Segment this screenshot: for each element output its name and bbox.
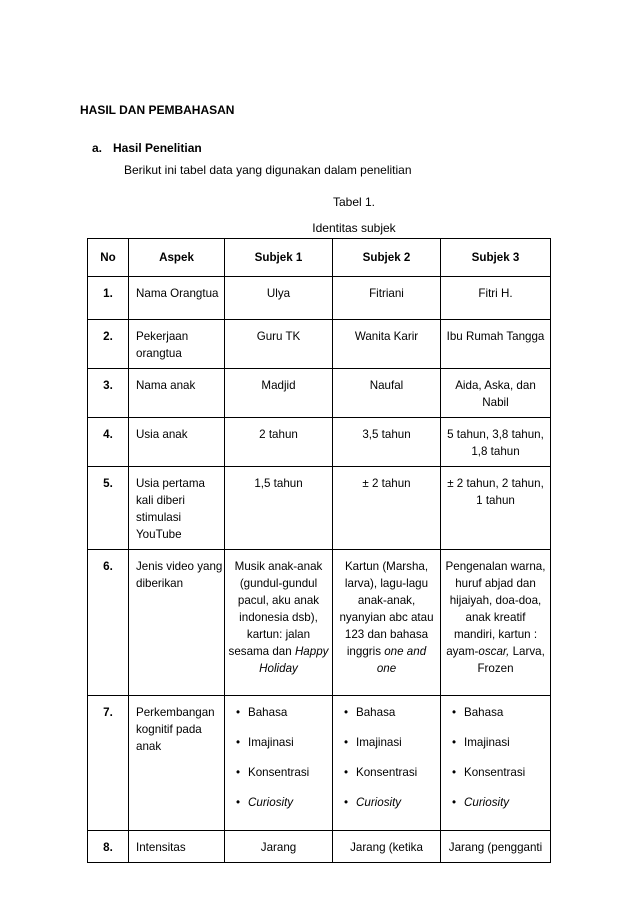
header-subjek-3: Subjek 3 [441,239,551,277]
bullet-item [228,794,329,824]
bullet-text: Curiosity [356,796,402,809]
cell-no: 4. [88,418,129,467]
cell-no: 3. [88,369,129,418]
table-header-row [88,239,551,277]
bullet-item [336,794,437,824]
cell-no: 7. [88,696,129,831]
subsection-heading [92,141,202,155]
cell-text: Pengenalan warna, huruf abjad dan hijaiyah, doa-doa, anak kreatif mandiri, kartun : ayam- [445,560,546,658]
cell-text: Kartun (Marsha, larva), lagu-lagu anak-anak, nyanyian abc atau 123 dan bahasa inggris [339,560,434,658]
cell-subjek-3: Aida, Aska, dan Nabil [441,369,551,418]
intro-paragraph: Berikut ini tabel data yang digunakan dalam penelitian [124,163,412,177]
bullet-item [444,794,547,824]
cell-subjek-2: Fitriani [333,277,441,320]
cell-subjek-2: ± 2 tahun [333,467,441,550]
bullet-item [444,704,547,734]
table-caption: Identitas subjek [312,221,396,235]
bullet-text: Konsentrasi [356,766,418,779]
bullet-item [444,764,547,794]
table-number: Tabel 1. [332,195,376,209]
bullet-icon: • [344,796,349,809]
bullet-text: Curiosity [248,796,294,809]
cell-no: 5. [88,467,129,550]
bullet-text: Curiosity [464,796,510,809]
cell-text: Musik anak-anak (gundul-gundul pacul, aku anak indonesia dsb), kartun: jalan sesama dan [228,560,323,658]
bullet-icon: • [452,706,457,719]
subsection-letter: a. [92,141,103,155]
cell-text: Larva, Frozen [477,645,545,675]
bullet-text: Bahasa [248,706,288,719]
cell-subjek-3 [441,696,551,831]
bullet-icon: • [344,706,349,719]
bullet-item [336,764,437,794]
cell-aspek: Jenis video yang diberikan [129,550,225,696]
bullet-text: Konsentrasi [248,766,310,779]
cell-aspek: Intensitas [129,831,225,863]
bullet-icon: • [236,706,241,719]
cell-aspek: Usia anak [129,418,225,467]
table-row [88,467,551,550]
section-heading: HASIL DAN PEMBAHASAN [80,103,235,117]
cell-no: 8. [88,831,129,863]
bullet-text: Konsentrasi [464,766,526,779]
cell-subjek-1: Guru TK [225,320,333,369]
cell-text-italic: Happy Holiday [259,645,329,675]
cell-aspek: Nama anak [129,369,225,418]
cell-subjek-3: ± 2 tahun, 2 tahun, 1 tahun [441,467,551,550]
cell-aspek: Usia pertama kali diberi stimulasi YouTube [129,467,225,550]
cell-text-italic: one and one [376,645,427,675]
table-row [88,418,551,467]
bullet-text: Imajinasi [248,736,294,749]
subsection-title: Hasil Penelitian [113,141,202,155]
table-row [88,550,551,696]
bullet-icon: • [344,736,349,749]
cell-subjek-3: Ibu Rumah Tangga [441,320,551,369]
cell-no: 2. [88,320,129,369]
cell-subjek-1 [225,696,333,831]
cell-subjek-2 [333,696,441,831]
cell-subjek-2: Wanita Karir [333,320,441,369]
cell-subjek-2: 3,5 tahun [333,418,441,467]
bullet-list [228,704,329,824]
cell-subjek-3: Jarang (pengganti [441,831,551,863]
bullet-item [336,734,437,764]
table-row [88,696,551,831]
table-row [88,277,551,320]
cell-subjek-1: Jarang [225,831,333,863]
bullet-icon: • [452,766,457,779]
bullet-text: Bahasa [464,706,504,719]
cell-text-italic: oscar, [478,645,510,658]
cell-subjek-2 [333,550,441,696]
bullet-icon: • [236,736,241,749]
bullet-icon: • [452,736,457,749]
cell-aspek: Nama Orangtua [129,277,225,320]
bullet-icon: • [236,796,241,809]
header-subjek-1: Subjek 1 [225,239,333,277]
table-row [88,369,551,418]
bullet-text: Imajinasi [356,736,402,749]
cell-subjek-1 [225,550,333,696]
cell-subjek-3 [441,550,551,696]
bullet-item [228,734,329,764]
cell-subjek-1: Madjid [225,369,333,418]
cell-subjek-3: 5 tahun, 3,8 tahun, 1,8 tahun [441,418,551,467]
header-no: No [88,239,129,277]
bullet-item [444,734,547,764]
bullet-item [336,704,437,734]
table-row [88,320,551,369]
bullet-icon: • [236,766,241,779]
bullet-item [228,764,329,794]
bullet-text: Bahasa [356,706,396,719]
cell-aspek: Pekerjaan orangtua [129,320,225,369]
table-row [88,831,551,863]
header-aspek: Aspek [129,239,225,277]
cell-subjek-3: Fitri H. [441,277,551,320]
header-subjek-2: Subjek 2 [333,239,441,277]
cell-no: 1. [88,277,129,320]
cell-subjek-1: 1,5 tahun [225,467,333,550]
subject-table [87,238,551,863]
cell-aspek: Perkembangan kognitif pada anak [129,696,225,831]
bullet-list [444,704,547,824]
cell-subjek-1: Ulya [225,277,333,320]
bullet-icon: • [452,796,457,809]
cell-no: 6. [88,550,129,696]
bullet-text: Imajinasi [464,736,510,749]
cell-subjek-2: Naufal [333,369,441,418]
cell-subjek-1: 2 tahun [225,418,333,467]
bullet-list [336,704,437,824]
bullet-item [228,704,329,734]
cell-subjek-2: Jarang (ketika [333,831,441,863]
bullet-icon: • [344,766,349,779]
